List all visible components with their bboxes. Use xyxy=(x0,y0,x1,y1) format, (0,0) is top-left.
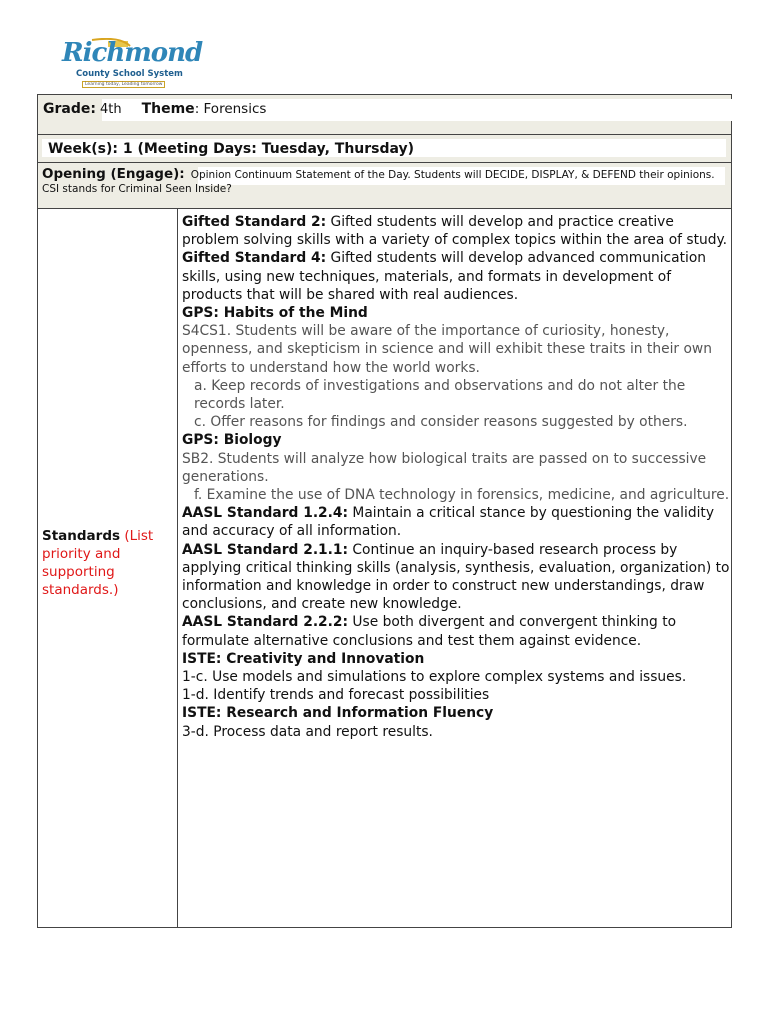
standards-note: (List priority and supporting standards.) xyxy=(42,528,154,598)
standard-title: GPS: Biology xyxy=(182,432,282,449)
standard-text: Maintain a critical stance by questioning the validity and accuracy of all information. xyxy=(182,505,714,540)
standard-item xyxy=(182,650,730,668)
opening-label: Opening (Engage): xyxy=(42,166,185,182)
standard-title: Gifted Standard 4: xyxy=(182,250,327,267)
standard-item: 1-d. Identify trends and forecast possibilities xyxy=(182,687,490,704)
opening-row xyxy=(37,163,732,209)
standard-item: 1-c. Use models and simulations to explore complex systems and issues. xyxy=(182,669,687,686)
standard-item: a. Keep records of investigations and observations and do not alter the records later. xyxy=(194,377,686,413)
opening-text[interactable]: Opinion Continuum Statement of the Day. Students will DECIDE, DISPLAY, & DEFEND their opinions. CSI stands for Criminal Seen Inside? xyxy=(42,169,715,195)
grade-label: Grade: xyxy=(43,101,96,117)
week-text[interactable]: Week(s): 1 (Meeting Days: Tuesday, Thursday) xyxy=(48,141,415,157)
theme-label: Theme xyxy=(141,101,195,117)
standard-item xyxy=(182,704,730,722)
standard-item xyxy=(182,249,730,304)
standard-item: c. Offer reasons for findings and consider reasons suggested by others. xyxy=(194,414,688,431)
standard-title: ISTE: Creativity and Innovation xyxy=(182,650,425,667)
standard-item xyxy=(182,213,730,249)
logo-name: Richmond xyxy=(62,38,203,68)
standards-title: Standards xyxy=(42,528,121,544)
standard-item xyxy=(182,504,730,540)
grade-theme-row xyxy=(37,94,732,135)
standard-title: ISTE: Research and Information Fluency xyxy=(182,705,494,722)
standard-item: SB2. Students will analyze how biological traits are passed on to successive generations. xyxy=(182,450,707,485)
standard-text: Gifted students will develop advanced communication skills, using new techniques, materials, and formats in development of products that will be shared with real audiences. xyxy=(182,250,706,303)
standard-item: f. Examine the use of DNA technology in forensics, medicine, and agriculture. xyxy=(194,487,730,504)
grade-theme-line xyxy=(43,101,266,117)
district-logo xyxy=(62,38,203,96)
lesson-plan-table xyxy=(37,94,732,928)
week-row xyxy=(37,135,732,163)
logo-subtitle: County School System xyxy=(76,69,183,79)
standard-item xyxy=(182,304,730,322)
grade-value[interactable]: 4th xyxy=(99,102,122,117)
standard-title: AASL Standard 2.2.2: xyxy=(182,614,349,631)
theme-value[interactable]: : Forensics xyxy=(194,101,267,117)
standard-title: GPS: Habits of the Mind xyxy=(182,305,368,322)
standard-text: Gifted students will develop and practice creative problem solving skills with a variety of complex topics within the area of study. xyxy=(182,214,728,249)
standard-item: 3-d. Process data and report results. xyxy=(182,723,433,740)
standard-title: Gifted Standard 2: xyxy=(182,214,327,230)
logo-tagline: Learning today, Leading tomorrow xyxy=(82,81,165,88)
opening-block xyxy=(42,167,725,196)
standards-label-cell xyxy=(38,209,178,927)
standard-title: AASL Standard 1.2.4: xyxy=(182,505,349,522)
standard-title: AASL Standard 2.1.1: xyxy=(182,541,349,558)
standard-text: Continue an inquiry-based research process by applying critical thinking skills (analysis, synthesis, evaluation, organization) to information and knowledge in order to construct new understandings, draw conclusions, and create new knowledge. xyxy=(182,541,730,613)
standard-text: Use both divergent and convergent thinking to formulate alternative conclusions and test them against evidence. xyxy=(182,614,677,649)
standard-item xyxy=(182,431,730,449)
standard-item xyxy=(182,541,730,614)
standard-item: S4CS1. Students will be aware of the importance of curiosity, honesty, openness, and skepticism in science and will exhibit these traits in their own efforts to understand how the world works. xyxy=(182,323,712,376)
standards-row xyxy=(37,209,732,928)
standard-item xyxy=(182,613,730,649)
standards-label xyxy=(42,527,174,599)
standards-content[interactable] xyxy=(182,213,730,741)
